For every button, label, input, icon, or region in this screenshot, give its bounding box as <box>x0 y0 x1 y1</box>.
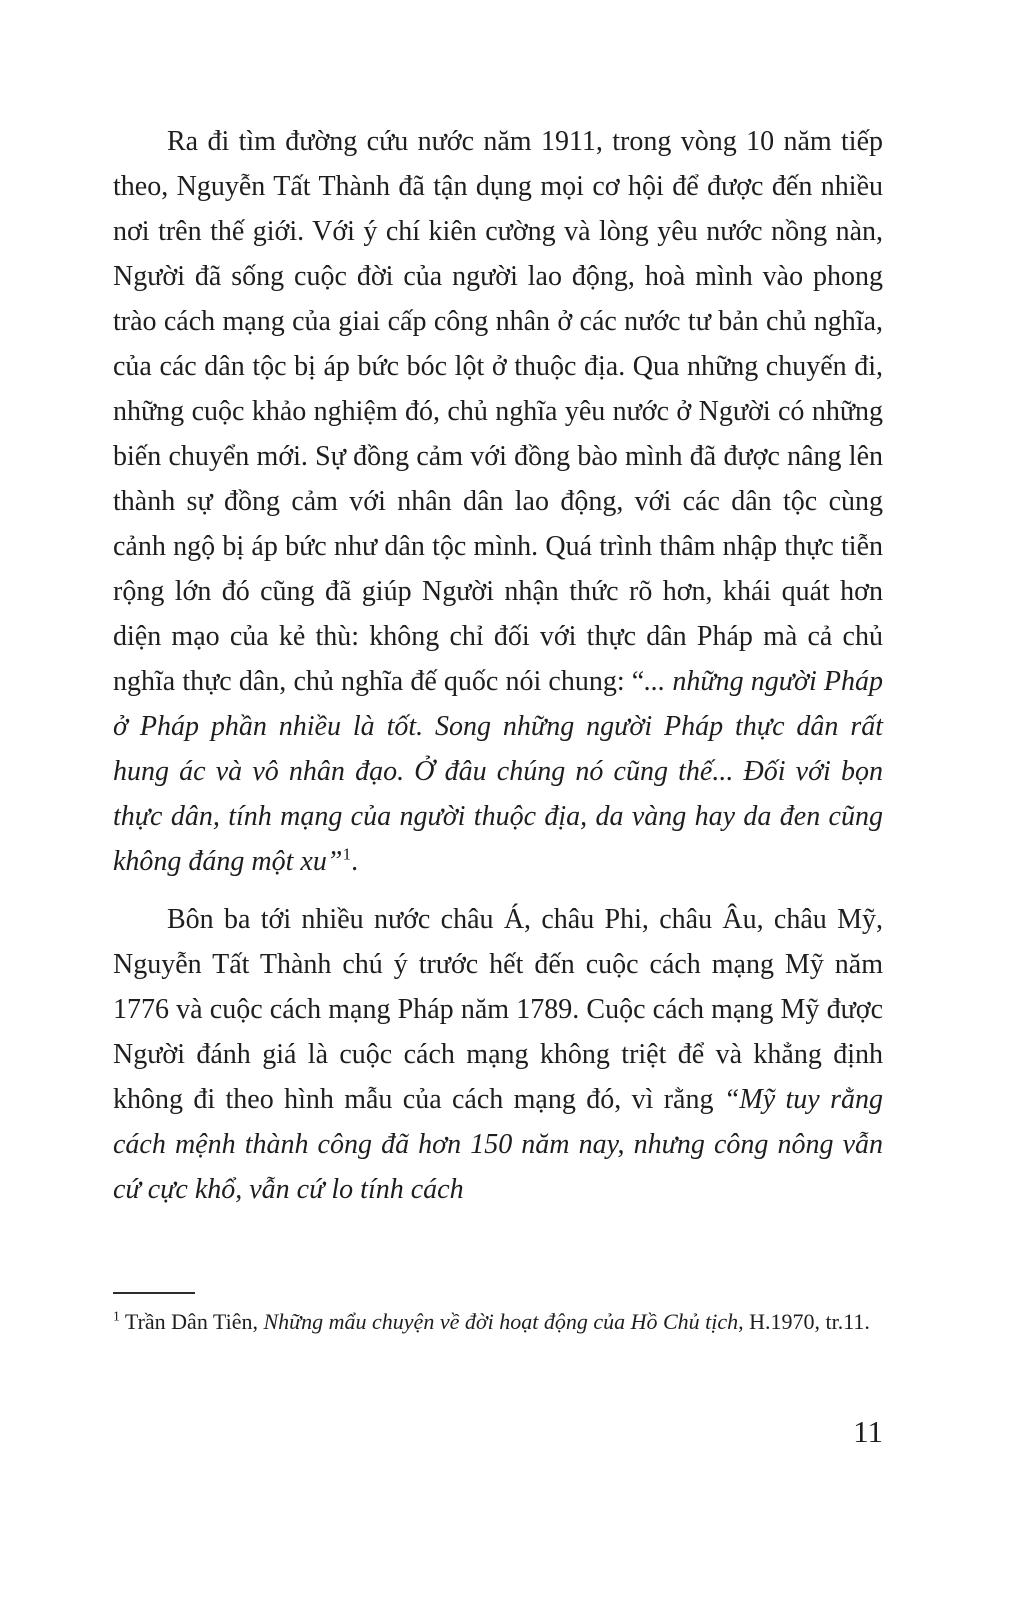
paragraph-1-text: Ra đi tìm đường cứu nước năm 1911, trong vòng 10 năm tiếp theo, Nguyễn Tất Thành đã tận dụng mọi cơ hội để được đến nhiều nơi trên thế giới. Với ý chí kiên cường và lòng yêu nước nồng nàn, Người đã sống cuộc đời của người lao động, hoà mình vào phong trào cách mạng của giai cấp công nhân ở các nước tư bản chủ nghĩa, của các dân tộc bị áp bức bóc lột ở thuộc địa. Qua những chuyến đi, những cuộc khảo nghiệm đó, chủ nghĩa yêu nước ở Người có những biến chuyển mới. Sự đồng cảm với đồng bào mình đã được nâng lên thành sự đồng cảm với nhân dân lao động, với các dân tộc cùng cảnh ngộ bị áp bức như dân tộc mình. Quá trình thâm nhập thực tiễn rộng lớn đó cũng đã giúp Người nhận thức rõ hơn, khái quát hơn diện mạo của kẻ thù: không chỉ đối với thực dân Pháp mà cả chủ nghĩa thực dân, chủ nghĩa đế quốc nói chung: “ <box>113 126 883 697</box>
footnote-1-marker: 1 <box>113 1308 120 1324</box>
paragraph-1-closing-period: . <box>351 846 359 877</box>
footnote-reference-1: 1 <box>342 844 352 864</box>
page-number: 11 <box>853 1414 883 1449</box>
footnote-1-title: Những mẩu chuyện về đời hoạt động của Hồ Chủ tịch, <box>263 1309 744 1334</box>
footnote-1-detail: H.1970, tr.11. <box>743 1309 870 1334</box>
footnote-1 <box>113 1306 883 1338</box>
paragraph-2 <box>113 897 883 1212</box>
footnote-1-author: Trần Dân Tiên, <box>119 1309 264 1334</box>
footnote-separator-rule <box>113 1292 195 1294</box>
paragraph-2-text: Bôn ba tới nhiều nước châu Á, châu Phi, châu Âu, châu Mỹ, Nguyễn Tất Thành chú ý trước hết đến cuộc cách mạng Mỹ năm 1776 và cuộc cách mạng Pháp năm 1789. Cuộc cách mạng Mỹ được Người đánh giá là cuộc cách mạng không triệt để và khẳng định không đi theo hình mẫu của cách mạng đó, vì rằng <box>113 904 883 1115</box>
paragraph-1 <box>113 119 883 884</box>
body-text-block <box>113 119 883 1212</box>
paragraph-2-quote: “Mỹ tuy rằng cách mệnh thành công đã hơn 150 năm nay, nhưng công nông vẫn cứ cực khổ, vẫn cứ lo tính cách <box>113 1084 883 1205</box>
footnote-area <box>113 1292 883 1338</box>
paragraph-1-quote: ... những người Pháp ở Pháp phần nhiều là tốt. Song những người Pháp thực dân rất hung ác và vô nhân đạo. Ở đâu chúng nó cũng thế... Đối với bọn thực dân, tính mạng của người thuộc địa, da vàng hay da đen cũng không đáng một xu” <box>113 666 883 877</box>
